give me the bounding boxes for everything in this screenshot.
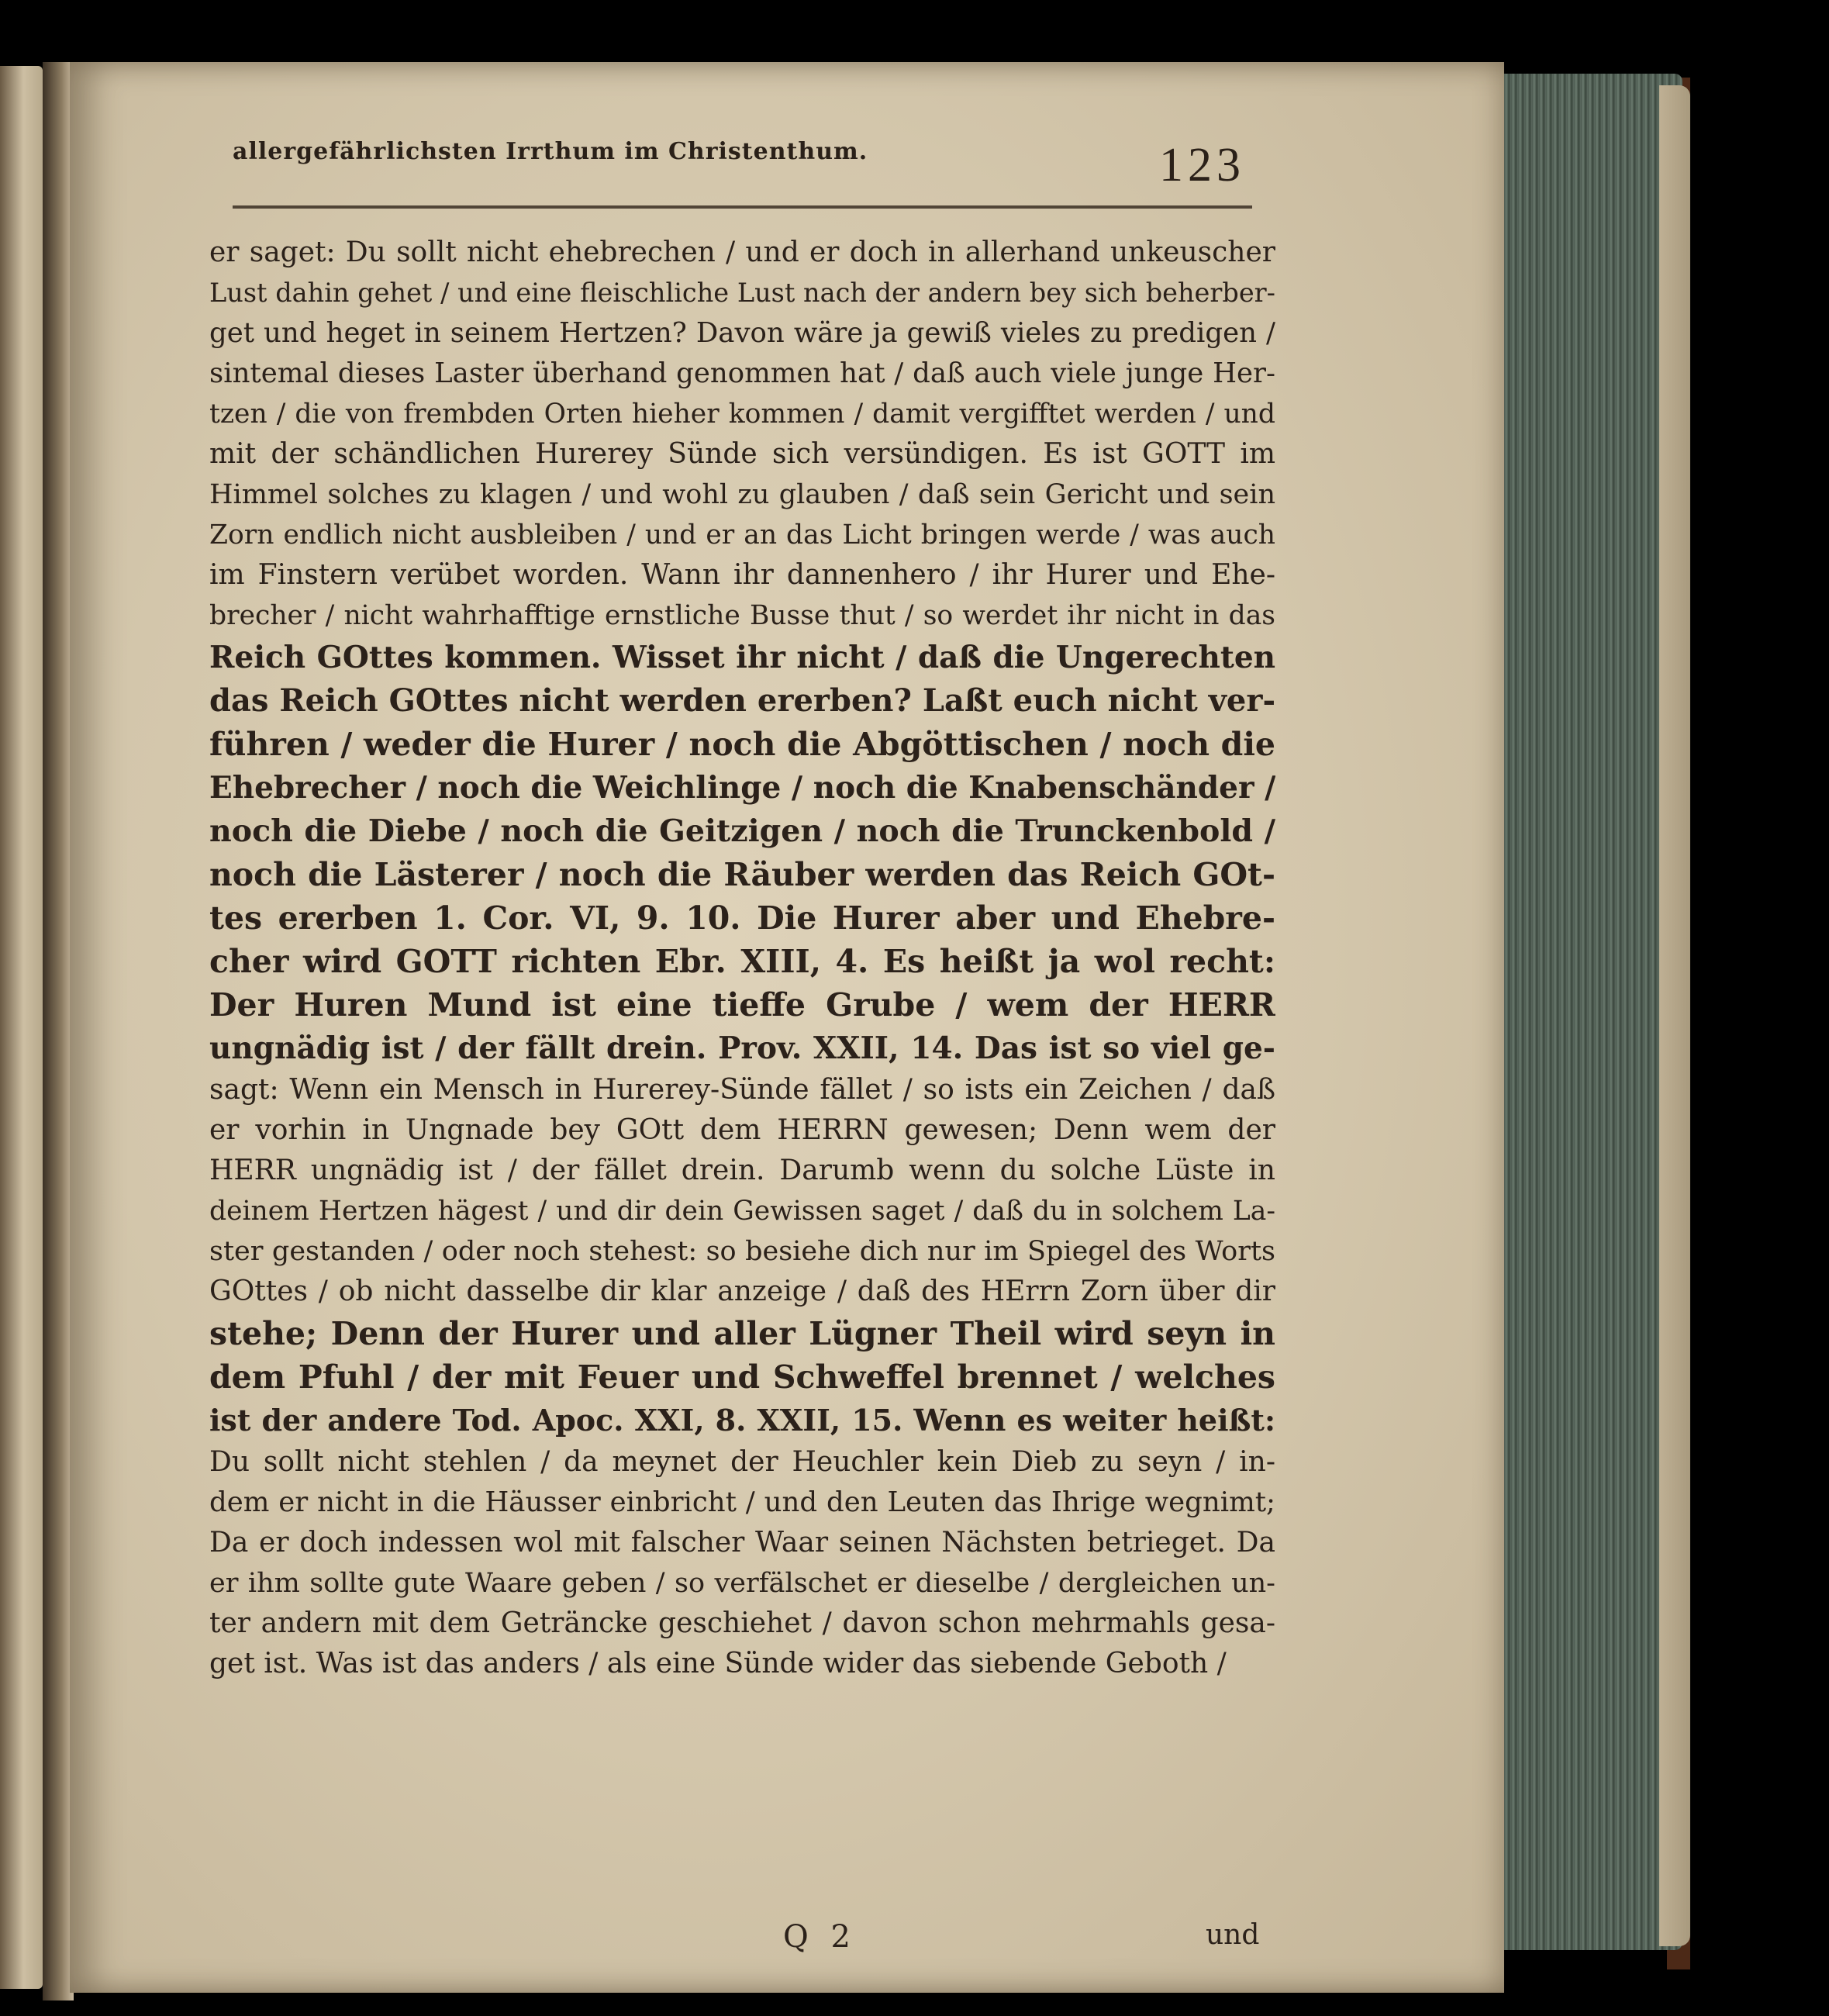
- text-line: ungnädig ist / der fällt drein. Prov. XXII, 14. Das ist so viel ge-: [209, 1030, 1275, 1066]
- text-line: noch die Lästerer / noch die Räuber werden das Reich GOt-: [209, 856, 1275, 893]
- text-line: dem er nicht in die Häusser einbricht / und den Leuten das Ihrige wegnimt;: [209, 1486, 1275, 1518]
- text-line: get ist. Was ist das anders / als eine Sünde wider das siebende Geboth /: [209, 1648, 1227, 1679]
- text-line: Himmel solches zu klagen / und wohl zu glauben / daß sein Gericht und sein: [209, 479, 1275, 510]
- previous-page-edge: [0, 66, 43, 1989]
- body-text: [209, 233, 1275, 1684]
- text-line: deinem Hertzen hägest / und dir dein Gewissen saget / daß du in solchem La-: [209, 1196, 1275, 1227]
- text-line: sintemal dieses Laster überhand genommen hat / daß auch viele junge Her-: [209, 357, 1275, 389]
- text-line: ist der andere Tod. Apoc. XXI, 8. XXII, 15. Wenn es weiter heißt:: [209, 1403, 1275, 1438]
- text-line: Der Huren Mund ist eine tieffe Grube / wem der HERR: [209, 986, 1275, 1024]
- text-line: Lust dahin gehet / und eine fleischliche Lust nach der andern bey sich beherber-: [209, 278, 1275, 308]
- text-line: ter andern mit dem Geträncke geschiehet / davon schon mehrmahls gesa-: [209, 1607, 1275, 1639]
- page-block-fore-edge: [1504, 74, 1682, 1950]
- page-number: 123: [1159, 139, 1245, 192]
- text-line: er ihm sollte gute Waare geben / so verfälschet er dieselbe / dergleichen un-: [209, 1568, 1275, 1599]
- text-line: get und heget in seinem Hertzen? Davon wäre ja gewiß vieles zu predigen /: [209, 317, 1275, 349]
- text-line: tzen / die von frembden Orten hieher kommen / damit vergifftet werden / und: [209, 399, 1275, 430]
- text-line: noch die Diebe / noch die Geitzigen / noch die Trunckenbold /: [209, 813, 1275, 849]
- text-line: Reich GOttes kommen. Wisset ihr nicht / daß die Ungerechten: [209, 640, 1275, 675]
- text-line: er vorhin in Ungnade bey GOtt dem HERRN gewesen; Denn wem der: [209, 1114, 1275, 1146]
- text-line: dem Pfuhl / der mit Feuer und Schweffel brennet / welches: [209, 1358, 1275, 1396]
- text-line: Zorn endlich nicht ausbleiben / und er an das Licht bringen werde / was auch: [209, 520, 1275, 551]
- text-line: im Finstern verübet worden. Wann ihr dannenhero / ihr Hurer und Ehe-: [209, 559, 1275, 591]
- text-line: tes ererben 1. Cor. VI, 9. 10. Die Hurer aber und Ehebre-: [209, 899, 1275, 937]
- catchword: und: [1206, 1919, 1260, 1951]
- text-line: mit der schändlichen Hurerey Sünde sich versündigen. Es ist GOTT im: [209, 438, 1275, 470]
- text-line: er saget: Du sollt nicht ehebrechen / und er doch in allerhand unkeuscher: [209, 236, 1275, 268]
- text-line: HERR ungnädig ist / der fället drein. Darumb wenn du solche Lüste in: [209, 1155, 1275, 1186]
- text-line: sagt: Wenn ein Mensch in Hurerey-Sünde fället / so ists ein Zeichen / daß: [209, 1074, 1275, 1106]
- text-line: ster gestanden / oder noch stehest: so besiehe dich nur im Spiegel des Worts: [209, 1236, 1275, 1267]
- text-line: Du sollt nicht stehlen / da meynet der Heuchler kein Dieb zu seyn / in-: [209, 1446, 1275, 1478]
- text-line: brecher / nicht wahrhafftige ernstliche Busse thut / so werdet ihr nicht in das: [209, 600, 1275, 631]
- text-line: Ehebrecher / noch die Weichlinge / noch die Knabenschänder /: [209, 770, 1275, 806]
- text-line: Da er doch indessen wol mit falscher Waar seinen Nächsten betrieget. Da: [209, 1527, 1275, 1559]
- text-line: GOttes / ob nicht dasselbe dir klar anzeige / daß des HErrn Zorn über dir: [209, 1276, 1275, 1307]
- running-title: allergefährlichsten Irrthum im Christenthum.: [233, 138, 868, 165]
- text-line: stehe; Denn der Hurer und aller Lügner Theil wird seyn in: [209, 1315, 1275, 1352]
- text-line: das Reich GOttes nicht werden ererben? Laßt euch nicht ver-: [209, 682, 1275, 719]
- page-block-lip: [1659, 85, 1690, 1946]
- book-gutter: [43, 62, 74, 2000]
- signature-mark: Q 2: [783, 1919, 857, 1955]
- text-line: cher wird GOTT richten Ebr. XIII, 4. Es heißt ja wol recht:: [209, 943, 1275, 980]
- text-line: führen / weder die Hurer / noch die Abgöttischen / noch die: [209, 726, 1275, 763]
- header-rule: [233, 205, 1252, 209]
